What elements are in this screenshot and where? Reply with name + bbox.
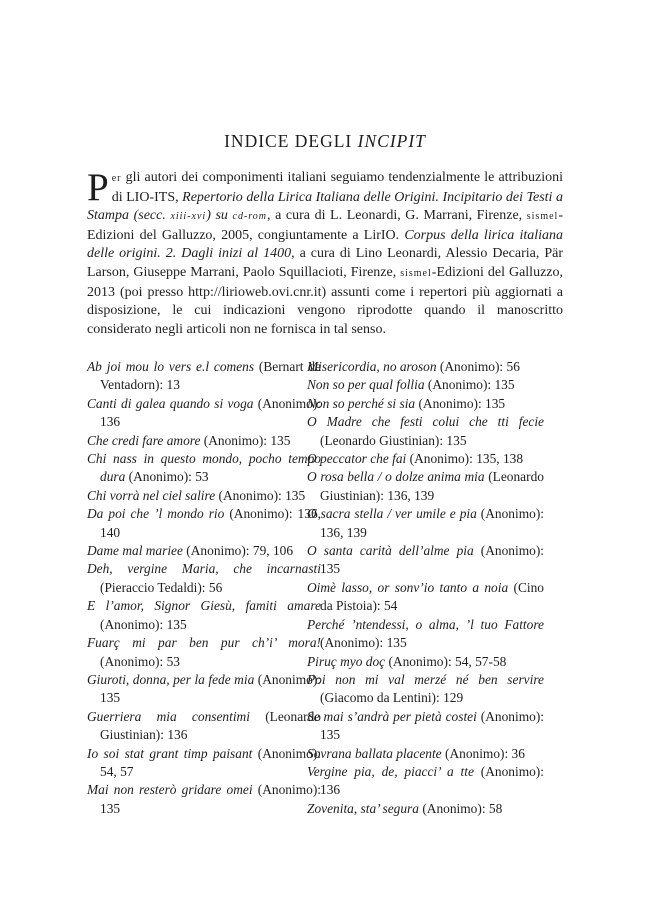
entry-ref: (Anonimo): 135 (100, 782, 321, 816)
entry-incipit: Non so per qual follia (307, 377, 425, 393)
index-entry (87, 708, 321, 745)
index-entry (307, 505, 544, 542)
index-entry (87, 450, 321, 487)
entry-incipit: Mai non resterò gridare omei (87, 782, 253, 798)
title-main: INDICE DEGLI (224, 131, 353, 151)
index-entry (87, 505, 321, 542)
entry-incipit: Dame mal mariee (87, 543, 183, 559)
entry-incipit: O peccator che fai (307, 451, 407, 467)
entry-incipit: Deh, vergine Maria, che incarnasti (87, 561, 321, 577)
index-entry (307, 395, 544, 413)
index-entry (87, 745, 321, 782)
entry-ref: (Anonimo): 56 (436, 359, 520, 374)
entry-incipit: Chi nass in questo mondo, pocho tempo dura (87, 451, 321, 485)
entry-ref: (Anonimo): 54, 57 (100, 745, 321, 779)
entry-ref: (Anonimo): 136 (320, 763, 544, 798)
entry-ref: (Bernart de Ventadorn): 13 (100, 359, 321, 393)
entry-incipit: Piruç myo doç (307, 653, 386, 669)
intro-text-5: -Edizioni del Galluzzo, 2013 (poi presso http://lirioweb.ovi.cnr.it) assunti come i repertori più aggiornati a disposizione, le cui indicazioni vengono riprodotte quando il manoscritto considerato negli articoli non ne fornisca in tal senso. (87, 264, 563, 337)
entry-incipit: Che credi fare amore (87, 432, 201, 448)
entry-incipit: O santa carità dell’alme pia (307, 543, 474, 559)
drop-cap: P (87, 166, 109, 209)
index-column-left (87, 358, 321, 818)
index-entry (307, 450, 544, 468)
index-entry (307, 653, 544, 671)
entry-ref: (Anonimo): 54, 57-58 (385, 653, 507, 669)
index-entry (307, 542, 544, 579)
entry-ref: (Anonimo): 135, 138 (406, 451, 524, 467)
intro-smallcaps-4: sismel (400, 267, 432, 279)
entry-ref: (Anonimo): 135 (415, 395, 506, 411)
index-entry (87, 781, 321, 818)
intro-smallcaps-2: cd-rom (232, 211, 268, 223)
index-entry (307, 708, 544, 745)
index-entry (87, 432, 321, 450)
entry-ref: (Pieraccio Tedaldi): 56 (100, 579, 223, 595)
entry-incipit: Da poi che ’l mondo rio (87, 506, 225, 522)
entry-ref: (Anonimo): 135 (100, 616, 187, 632)
intro-text-4: , a cura di Lino Leonardi, Alessio Decaria, Pär Larson, Giuseppe Marrani, Paolo Squillacioti, Firenze, (87, 246, 563, 280)
entry-incipit: Perché ’ntendessi, o alma, ’l tuo Fattore (307, 616, 544, 632)
entry-ref: (Leonardo Giustinian): 135 (320, 432, 467, 448)
entry-ref: (Leonardo Giustinian): 136 (100, 708, 321, 743)
entry-ref: (Anonimo): 36 (441, 745, 525, 761)
entry-incipit: Io soi stat grant timp paisant (87, 745, 253, 761)
index-entry (307, 579, 544, 616)
index-entry (307, 358, 544, 376)
entry-incipit: Oimè lasso, or sonv’io tanto a noia (307, 579, 509, 595)
index-entry (307, 376, 544, 394)
entry-ref: (Anonimo): 135 (100, 671, 322, 706)
intro-italic-1: Repertorio della Lirica Italiana delle Origini. Incipitario dei Testi a Stampa (secc. (87, 189, 563, 224)
index-entry (307, 763, 544, 800)
entry-incipit: Fuarç mi par ben pur ch’i’ mora! (87, 635, 321, 651)
entry-incipit: O rosa bella / o dolze anima mia (307, 469, 485, 485)
entry-incipit: Giuroti, donna, per la fede mia (87, 671, 255, 687)
index-entry (307, 800, 544, 818)
entry-incipit: Se mai s’andrà per pietà costei (307, 708, 477, 724)
entry-incipit: Misericordia, no aroson (307, 359, 437, 374)
entry-ref: (Anonimo): 135 (320, 543, 544, 577)
entry-incipit: Sovrana ballata placente (307, 745, 442, 761)
intro-italic-1b: ) su (206, 208, 233, 224)
entry-incipit: Zovenita, sta’ segura (307, 800, 419, 816)
entry-ref: (Anonimo): 58 (418, 800, 503, 816)
entry-ref: (Anonimo): 79, 106 (182, 543, 294, 559)
entry-incipit: Non so perché si sia (307, 395, 416, 411)
intro-text-3: -Edizioni del Galluzzo, 2005, congiuntamente a LirIO. (87, 208, 563, 243)
entry-incipit: Vergine pia, de, piacci’ a tte (307, 763, 474, 779)
entry-ref: (Anonimo): 136, 140 (100, 506, 321, 540)
entry-ref: (Anonimo): 53 (125, 469, 209, 485)
page-title (0, 131, 650, 152)
index-entry (87, 634, 321, 671)
entry-incipit: Chi vorrà nel ciel salire (87, 487, 216, 503)
title-italic: INCIPIT (357, 131, 426, 151)
index-entry (87, 560, 321, 597)
entry-incipit: E l’amor, Signor Giesù, famiti amare (87, 598, 321, 614)
entry-ref: (Anonimo): 135 (200, 432, 291, 448)
index-entry (307, 671, 544, 708)
intro-text-1: gli autori dei componimenti italiani seguiamo tendenzialmente le attribuzioni di LIO-ITS, (111, 170, 563, 205)
entry-ref: (Anonimo): 135 (320, 708, 545, 743)
index-entry (307, 468, 544, 505)
entry-ref: (Cino da Pistoia): 54 (320, 579, 544, 614)
index-entry (87, 542, 321, 560)
entry-incipit: Canti di galea quando si voga (87, 395, 254, 411)
entry-incipit: Ab joi mou lo vers e.l comens (87, 359, 255, 374)
index-entry (307, 616, 544, 653)
entry-ref: (Anonimo): 136 (100, 395, 321, 430)
entry-incipit: O sacra stella / ver umile e pia (307, 506, 477, 522)
intro-smallcaps-3: sismel (526, 211, 559, 223)
entry-ref: (Anonimo): 136, 139 (320, 506, 545, 540)
intro-smallcaps-1: xiii-xvi (170, 211, 207, 223)
entry-ref: (Anonimo): 135 (215, 487, 306, 503)
entry-ref: (Anonimo): 53 (100, 653, 180, 669)
index-entry (87, 487, 321, 505)
entry-incipit: O Madre che festi colui che tti fecie (307, 414, 544, 430)
intro-smallcaps: er (111, 173, 122, 184)
entry-ref: (Giacomo da Lentini): 129 (320, 690, 464, 706)
index-entry (307, 745, 544, 763)
entry-incipit: Guerriera mia consentimi (87, 708, 250, 724)
index-entry (307, 413, 544, 450)
index-column-right (307, 358, 544, 818)
intro-text-2: , a cura di L. Leonardi, G. Marrani, Firenze, (267, 208, 527, 224)
index-entry (87, 671, 321, 708)
entry-ref: (Anonimo): 135 (320, 635, 407, 651)
index-entry (87, 358, 321, 395)
index-entry (87, 597, 321, 634)
entry-ref: (Anonimo): 135 (424, 377, 515, 393)
intro-paragraph (87, 166, 563, 339)
entry-incipit: Poi non mi val merzé né ben servire (307, 671, 544, 687)
intro-italic-2: Corpus della lirica italiana delle origini. 2. Dagli inizi al 1400 (87, 227, 563, 262)
entry-ref: (Leonardo Giustinian): 136, 139 (320, 469, 544, 503)
index-entry (87, 395, 321, 432)
